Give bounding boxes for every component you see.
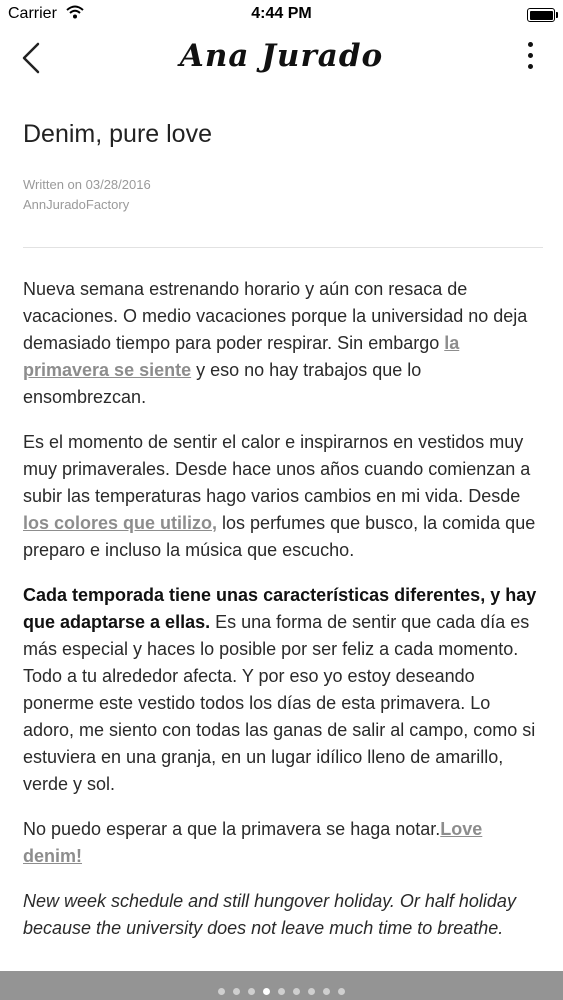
- divider: [23, 247, 543, 248]
- page-dot[interactable]: [233, 988, 240, 995]
- post-author[interactable]: AnnJuradoFactory: [23, 197, 130, 212]
- paragraph-2: Es el momento de sentir el calor e inspirarnos en vestidos muy muy primaverales. Desde hace unos años cuando comienzan a subir las temperaturas hago varios cambios en mi vida. Desde los colores que utilizo, los perfumes que busco, la comida que preparo e incluso la música que escucho.: [23, 432, 536, 560]
- post-title: Denim, pure love: [23, 120, 212, 148]
- article: [23, 86, 543, 960]
- page-dot[interactable]: [308, 988, 315, 995]
- page-dot[interactable]: [248, 988, 255, 995]
- more-vertical-icon[interactable]: [525, 42, 535, 74]
- paragraph-1: Nueva semana estrenando horario y aún con resaca de vacaciones. O medio vacaciones porque la universidad no deja demasiado tiempo para poder respirar. Sin embargo la primavera se siente y eso no hay trabajos que lo ensombrezcan.: [23, 279, 528, 407]
- page-dot[interactable]: [293, 988, 300, 995]
- site-logo: Ana Jurado: [179, 38, 384, 74]
- page-indicator[interactable]: [0, 971, 563, 1000]
- page-dot[interactable]: [323, 988, 330, 995]
- nav-bar: [0, 30, 563, 86]
- page-dot[interactable]: [263, 988, 270, 995]
- paragraph-4: No puedo esperar a que la primavera se haga notar.Love denim!: [23, 819, 483, 866]
- paragraph-5: New week schedule and still hungover holiday. Or half holiday because the university does not leave much time to breathe.: [23, 891, 516, 938]
- page-dots: [214, 982, 349, 1000]
- status-time: 4:44 PM: [251, 5, 312, 22]
- link-primavera[interactable]: la primavera se siente: [23, 333, 460, 380]
- page-dot[interactable]: [218, 988, 225, 995]
- status-bar: [0, 0, 563, 30]
- bold-lead: Cada temporada tiene unas características diferentes, y hay que adaptarse a ellas.: [23, 585, 537, 632]
- page-dot[interactable]: [278, 988, 285, 995]
- battery-icon: [527, 8, 555, 22]
- page-dot[interactable]: [338, 988, 345, 995]
- link-colores[interactable]: los colores que utilizo,: [23, 513, 218, 533]
- link-love-denim[interactable]: Love denim!: [23, 819, 483, 866]
- post-date: Written on 03/28/2016: [23, 177, 151, 192]
- paragraph-3: Cada temporada tiene unas características diferentes, y hay que adaptarse a ellas. Es una forma de sentir que cada día es más especial y haces lo posible por ser feliz a cada momento. Todo a tu alrededor afecta. Y por eso yo estoy deseando ponerme este vestido todos los días de esta primavera. Lo adoro, me siento con todas las ganas de salir al campo, como si estuviera en una granja, en un lugar idílico lleno de amarillo, verde y sol.: [23, 585, 537, 794]
- carrier-label: Carrier: [8, 5, 57, 22]
